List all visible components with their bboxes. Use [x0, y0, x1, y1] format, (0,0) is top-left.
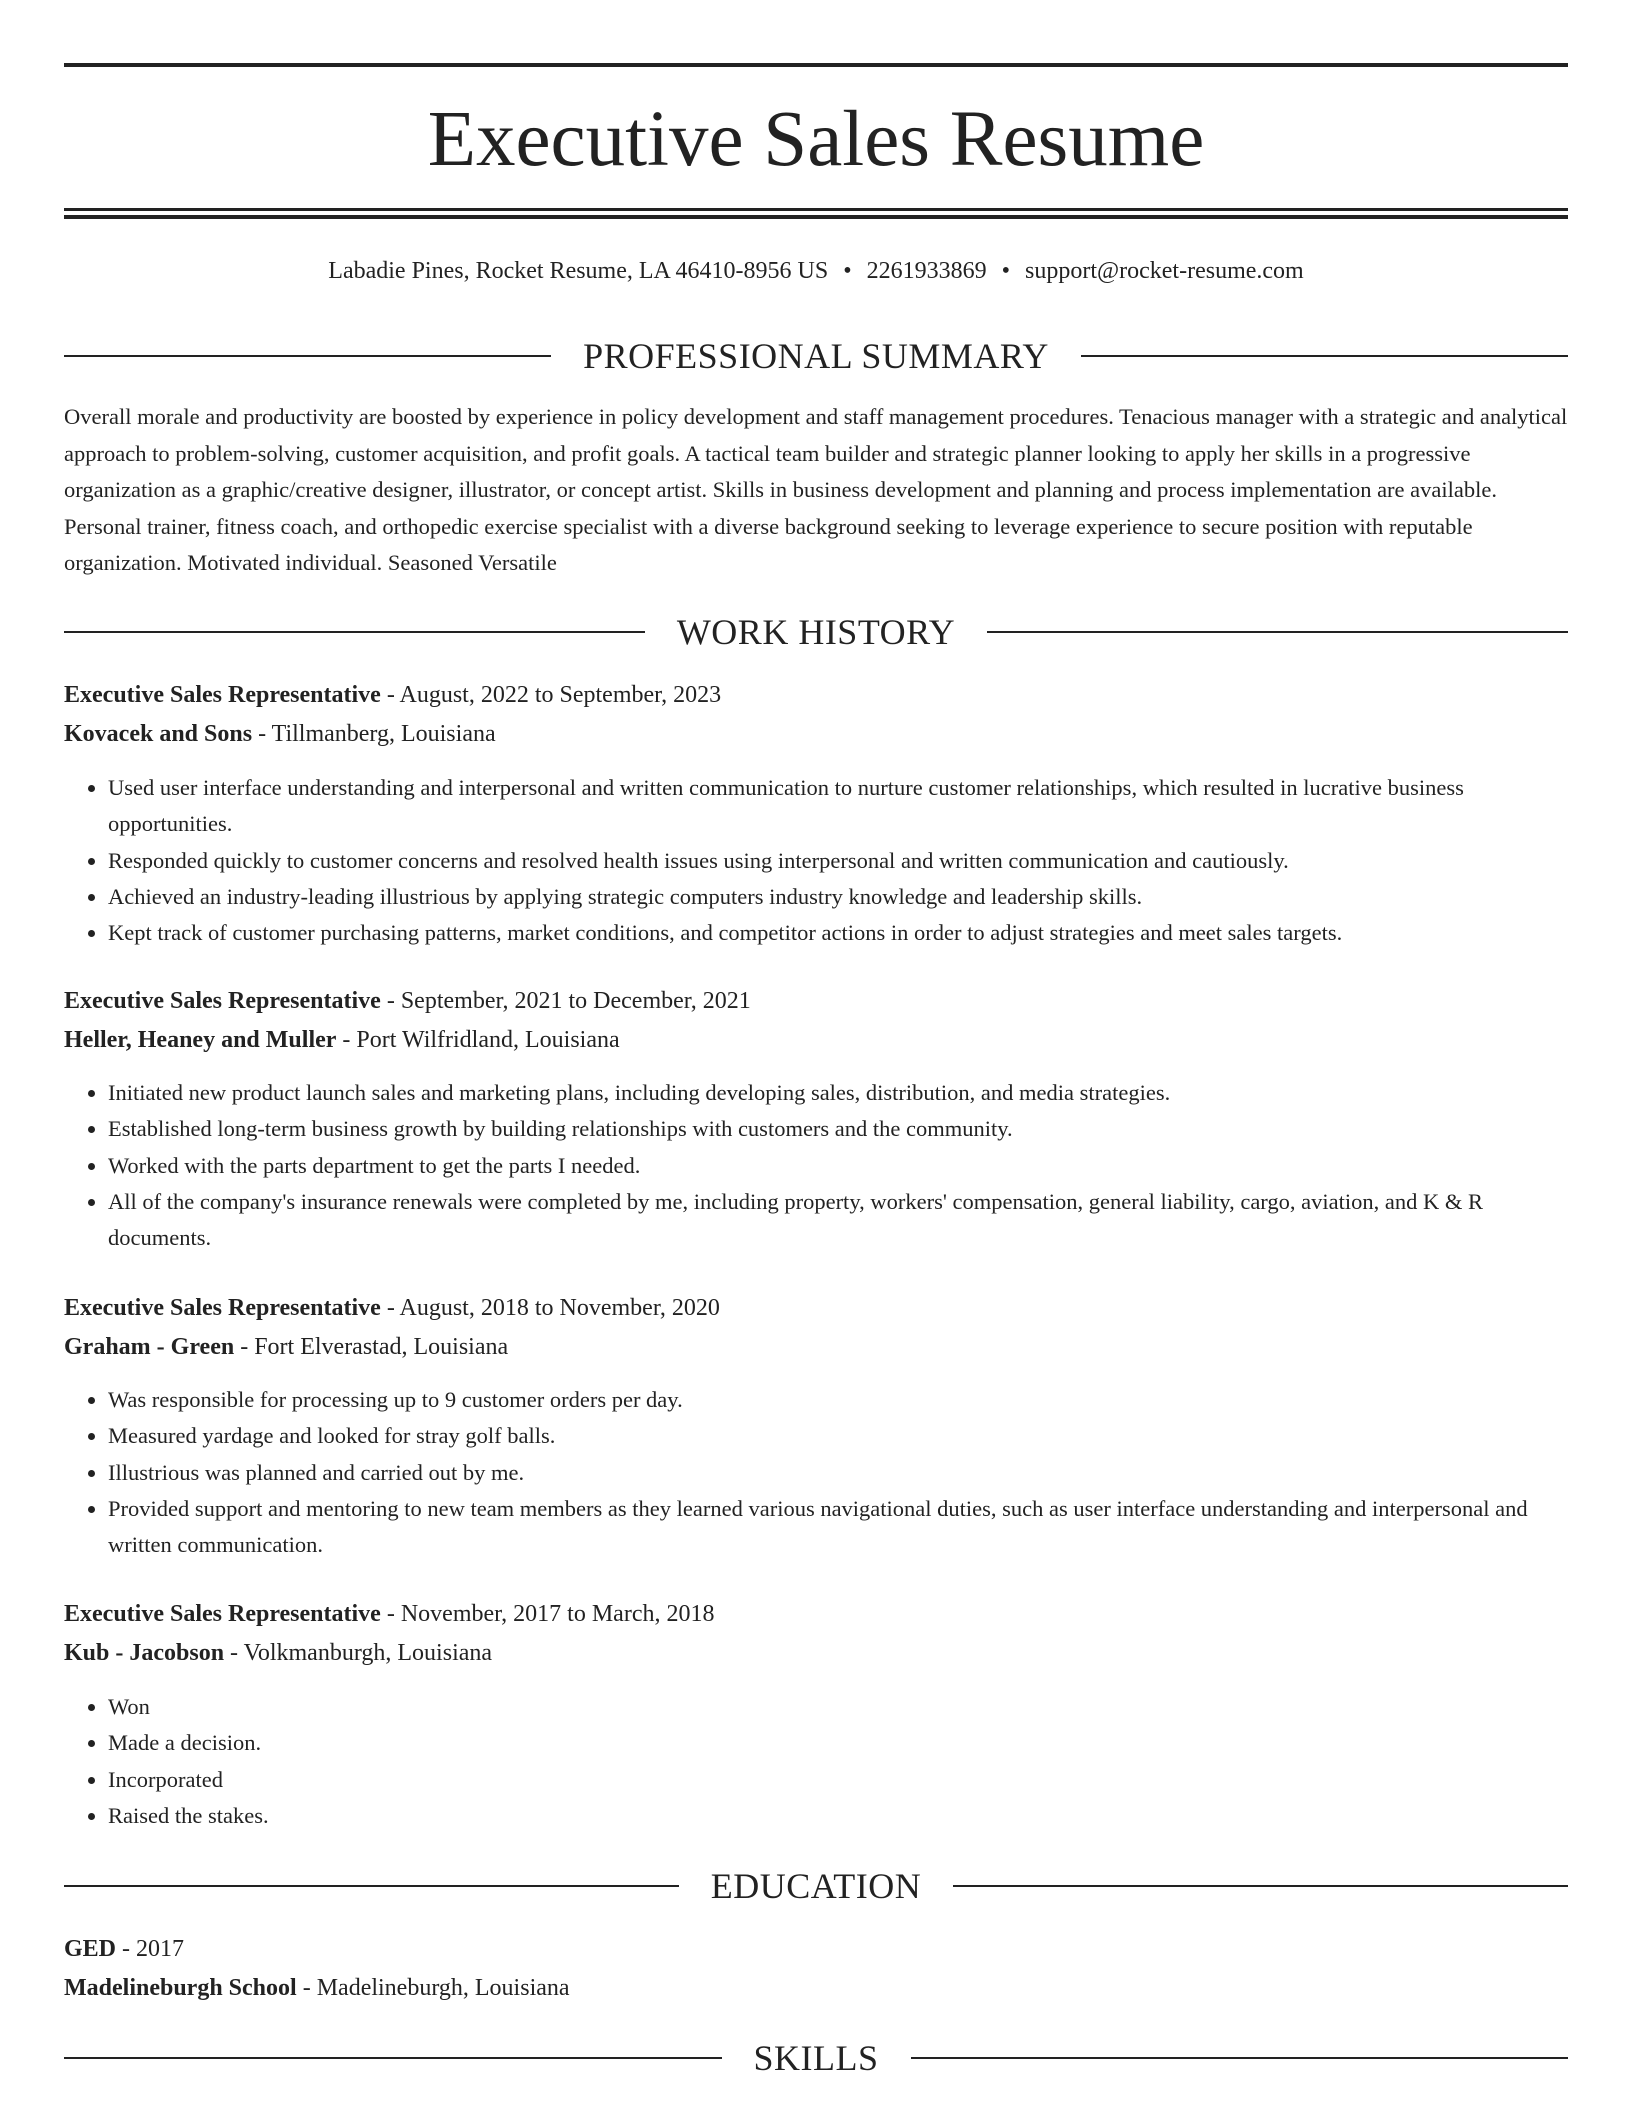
- list-item: • Raised the stakes.: [108, 1798, 1568, 1834]
- list-item: • Responded quickly to customer concerns and resolved health issues using interpersonal and written communication and cautiously.: [108, 843, 1568, 879]
- section-header-work-history: [64, 610, 1568, 654]
- education-degree-line: [64, 1930, 1568, 1969]
- dash: -: [380, 988, 401, 1014]
- summary-paragraph: Overall morale and productivity are boosted by experience in policy development and staff management procedures. Tenacious manager with a strategic and analytical approach to problem-solving, customer acquisition, and profit goals. A tactical team builder and strategic planner looking to apply her skills in a progressive organization as a graphic/creative designer, illustrator, or concept artist. Skills in business development and planning and process implementation are available. Personal trainer, fitness coach, and orthopedic exercise specialist with a diverse background seeking to leverage experience to secure position with reputable organization. Motivated individual. Seasoned Versatile: [64, 404, 1568, 575]
- job-location: Volkmanburgh, Louisiana: [243, 1639, 493, 1666]
- contact-separator: •: [1001, 258, 1011, 284]
- job-company-line: [64, 1021, 1568, 1060]
- list-item: • Made a decision.: [108, 1725, 1568, 1761]
- section-rule: [64, 2057, 722, 2059]
- dash: -: [224, 1639, 244, 1666]
- job-dates: August, 2022 to September, 2023: [399, 682, 722, 708]
- job-entry: [64, 982, 1568, 1059]
- job-role: Executive Sales Representative: [64, 988, 381, 1014]
- section-rule: [953, 1885, 1568, 1887]
- section-rule: [64, 1885, 679, 1887]
- education-location: Madelineburgh, Louisiana: [316, 1974, 570, 2001]
- section-title: PROFESSIONAL SUMMARY: [583, 336, 1049, 376]
- dash: -: [116, 1936, 137, 1962]
- job-dates: November, 2017 to March, 2018: [400, 1601, 715, 1627]
- dash: -: [234, 1333, 255, 1360]
- job-title-line: [64, 1595, 1568, 1634]
- job-bullets: [64, 1075, 1568, 1256]
- section-title: WORK HISTORY: [676, 612, 956, 652]
- job-dates: August, 2018 to November, 2020: [399, 1295, 720, 1321]
- job-company: Kovacek and Sons: [64, 720, 253, 747]
- job-company-line: [64, 715, 1568, 754]
- list-item: • Achieved an industry-leading illustrious by applying strategic computers industry knowledge and leadership skills.: [108, 879, 1568, 915]
- job-entry: [64, 1595, 1568, 1672]
- contact-email: support@rocket-resume.com: [1025, 258, 1304, 284]
- list-item: • Established long-term business growth by building relationships with customers and the community.: [108, 1111, 1568, 1147]
- dash: -: [380, 682, 400, 708]
- list-item: • Kept track of customer purchasing patterns, market conditions, and competitor actions in order to adjust strategies and meet sales targets.: [108, 915, 1568, 951]
- contact-separator: •: [843, 258, 852, 284]
- education-school: Madelineburgh School: [64, 1974, 297, 2001]
- contact-address: Labadie Pines, Rocket Resume, LA 46410-8956 US: [328, 258, 829, 284]
- dash: -: [380, 1601, 401, 1627]
- section-rule: [911, 2057, 1569, 2059]
- job-bullets: [64, 770, 1568, 951]
- job-bullets: [64, 1382, 1568, 1563]
- job-title-line: [64, 1289, 1568, 1328]
- list-item: • Incorporated: [108, 1762, 1568, 1798]
- list-item: • Worked with the parts department to get the parts I needed.: [108, 1148, 1568, 1184]
- section-rule: [987, 631, 1568, 633]
- section-header-summary: [64, 334, 1568, 378]
- education-year: 2017: [136, 1936, 185, 1962]
- job-role: Executive Sales Representative: [64, 1601, 381, 1627]
- job-title-line: [64, 982, 1568, 1021]
- job-location: Tillmanberg, Louisiana: [271, 720, 496, 747]
- list-item: • Initiated new product launch sales and marketing plans, including developing sales, distribution, and media strategies.: [108, 1075, 1568, 1111]
- page-title: Executive Sales Resume: [427, 96, 1205, 183]
- list-item: • Won: [108, 1689, 1568, 1725]
- job-location: Port Wilfridland, Louisiana: [356, 1026, 620, 1053]
- title-double-rule-upper: [64, 208, 1568, 211]
- section-rule: [64, 355, 551, 357]
- job-company-line: [64, 1634, 1568, 1673]
- job-entry: [64, 676, 1568, 753]
- job-company: Heller, Heaney and Muller: [64, 1026, 337, 1053]
- education-degree: GED: [64, 1936, 117, 1962]
- dash: -: [380, 1295, 400, 1321]
- contact-line: [64, 254, 1568, 288]
- job-location: Fort Elverastad, Louisiana: [254, 1333, 509, 1360]
- job-title-line: [64, 676, 1568, 715]
- section-header-education: [64, 1864, 1568, 1908]
- job-role: Executive Sales Representative: [64, 1295, 381, 1321]
- dash: -: [296, 1974, 317, 2001]
- top-rule: [64, 63, 1568, 67]
- section-rule: [1081, 355, 1568, 357]
- section-rule: [64, 631, 645, 633]
- list-item: • Measured yardage and looked for stray golf balls.: [108, 1418, 1568, 1454]
- list-item: • Was responsible for processing up to 9 customer orders per day.: [108, 1382, 1568, 1418]
- contact-phone: 2261933869: [866, 258, 987, 284]
- job-company-line: [64, 1328, 1568, 1367]
- job-bullets: [64, 1689, 1568, 1834]
- list-item: • Illustrious was planned and carried out by me.: [108, 1455, 1568, 1491]
- education-school-line: [64, 1969, 1568, 2008]
- job-company: Kub - Jacobson: [64, 1639, 225, 1666]
- job-dates: September, 2021 to December, 2021: [400, 988, 751, 1014]
- title-double-rule-lower: [64, 215, 1568, 219]
- job-role: Executive Sales Representative: [64, 682, 381, 708]
- list-item: • Provided support and mentoring to new team members as they learned various navigational duties, such as user interface understanding and interpersonal and written communication.: [108, 1491, 1568, 1564]
- list-item: • All of the company's insurance renewals were completed by me, including property, workers' compensation, general liability, cargo, aviation, and K & R documents.: [108, 1184, 1568, 1257]
- dash: -: [336, 1026, 357, 1053]
- section-title: EDUCATION: [710, 1866, 922, 1906]
- education-entry: [64, 1930, 1568, 2007]
- section-header-skills: [64, 2036, 1568, 2080]
- list-item: • Used user interface understanding and interpersonal and written communication to nurture customer relationships, which resulted in lucrative business opportunities.: [108, 770, 1568, 843]
- job-entry: [64, 1289, 1568, 1366]
- section-title: SKILLS: [753, 2038, 879, 2078]
- job-company: Graham - Green: [64, 1333, 235, 1360]
- dash: -: [252, 720, 272, 747]
